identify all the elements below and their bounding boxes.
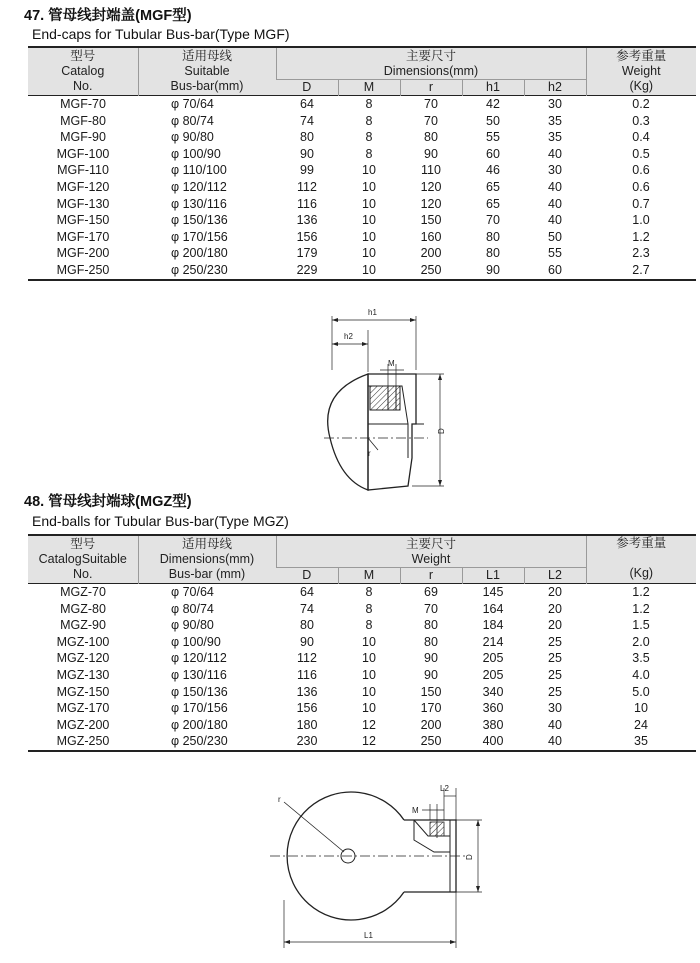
table-cell: 25 [548,684,562,699]
table-cell: 120 [420,196,442,211]
table-cell: 25 [548,651,562,666]
table-cell: 10 [362,179,376,194]
table-cell: 400 [462,733,524,751]
table-cell: 35 [548,130,562,145]
table-cell: 40 [548,213,562,228]
table-cell: 184 [482,618,504,633]
table-cell: φ 70/64 [138,96,276,113]
table-cell: 74 [300,601,314,616]
table-cell: 30 [524,96,586,113]
table-row [28,196,696,213]
table-cell: 380 [482,717,504,732]
table-cell: 0.7 [632,196,650,211]
mgz-label-l2: L2 [440,784,449,793]
weight-header: 参考重量 Weight (Kg) [586,47,696,96]
table-cell: 164 [482,601,504,616]
table-cell: 25 [548,634,562,649]
mgf-label-h1: h1 [368,308,377,317]
table-cell: 90 [462,262,524,280]
table-cell: 10 [362,196,376,211]
table-cell: 0.4 [632,130,650,145]
table-cell: 40 [548,717,562,732]
table-cell: φ 120/112 [171,651,227,666]
table-cell: MGZ-80 [60,601,106,616]
table-cell: 250 [400,262,462,280]
table-cell: 40 [548,179,562,194]
table-cell: 90 [300,146,314,161]
table-row [28,179,696,196]
table-cell: 10 [338,262,400,280]
table-cell: 70 [486,213,500,228]
table-cell: MGF-100 [56,146,110,161]
table-cell: 1.2 [586,584,696,601]
table-cell: 30 [548,701,562,716]
table-cell: 0.5 [632,146,650,161]
table-cell: 24 [634,717,648,732]
table-cell: 8 [365,130,373,145]
table-cell: 200 [420,717,442,732]
mgz-section-subtitle: End-balls for Tubular Bus-bar(Type MGZ) [32,513,289,529]
table-cell: 10 [362,701,376,716]
table-cell: 65 [486,196,500,211]
table-cell: 50 [486,113,500,128]
table-row [28,96,696,113]
mgf-label-r: r [368,449,371,458]
table-cell: 64 [276,96,338,113]
catalog-header: 型号 CatalogSuitable No. [28,535,138,584]
table-cell: 8 [338,96,400,113]
table-cell: 90 [424,651,438,666]
table-cell: 20 [548,601,562,616]
table-cell: 145 [462,584,524,601]
table-cell: 156 [296,229,318,244]
table-cell: 42 [462,96,524,113]
table-cell: 90 [424,146,438,161]
table-cell: 25 [548,667,562,682]
table-cell: 340 [482,684,504,699]
table-cell: 112 [297,179,317,194]
table-cell: φ 150/136 [171,684,228,699]
table-cell: φ 100/90 [171,634,221,649]
mgz-label-m: M [412,806,419,815]
table-cell: φ 130/116 [171,667,227,682]
table-cell: φ 170/156 [171,701,228,716]
table-cell: 30 [548,163,562,178]
table-cell: 70 [400,96,462,113]
table-cell: 150 [420,213,442,228]
table-cell: MGF-170 [56,229,110,244]
table-cell: 110 [421,163,441,178]
table-row [28,634,696,651]
table-cell: φ 170/156 [171,229,228,244]
table-cell: MGF-80 [60,113,106,128]
mgf-spec-table [28,46,696,281]
table-cell: 40 [524,733,586,751]
table-cell: φ 150/136 [171,213,228,228]
catalog-header: 型号 Catalog No. [28,47,138,96]
table-cell: MGZ-250 [28,733,138,751]
table-cell: 35 [586,733,696,751]
table-cell: 80 [424,634,438,649]
table-cell: 10 [362,634,376,649]
table-cell: φ 90/80 [171,618,214,633]
table-cell: 12 [338,733,400,751]
table-cell: 116 [297,667,317,682]
table-cell: 120 [420,179,442,194]
table-cell: 3.5 [632,651,650,666]
table-cell: 74 [300,113,314,128]
table-row [28,717,696,734]
table-cell: 8 [365,113,373,128]
col-header-m: M [338,568,400,584]
table-cell: MGF-70 [28,96,138,113]
table-cell: 90 [300,634,314,649]
table-cell: 250 [400,733,462,751]
table-cell: 229 [276,262,338,280]
table-cell: 10 [362,246,376,261]
table-cell: 2.7 [586,262,696,280]
table-cell: 69 [400,584,462,601]
table-cell: 10 [362,213,376,228]
table-cell: 150 [420,684,442,699]
table-cell: 156 [296,701,318,716]
col-header-h2: h2 [524,80,586,96]
table-cell: 200 [420,246,442,261]
table-cell: 12 [362,717,376,732]
col-header-l1: L1 [462,568,524,584]
mgz-label-l1: L1 [364,931,373,940]
table-cell: 40 [548,146,562,161]
table-cell: 112 [297,651,317,666]
table-cell: 80 [424,618,438,633]
table-cell: 64 [276,584,338,601]
table-row [28,700,696,717]
table-cell: MGZ-170 [56,701,110,716]
table-cell: φ 120/112 [171,179,227,194]
table-cell: 50 [548,229,562,244]
table-cell: MGF-120 [56,179,110,194]
table-cell: 90 [424,667,438,682]
table-cell: 70 [424,113,438,128]
table-row [28,684,696,701]
table-cell: MGZ-70 [28,584,138,601]
table-cell: 136 [296,213,318,228]
mgz-label-d: D [465,854,474,860]
table-cell: 1.0 [632,213,650,228]
col-header-m: M [338,80,400,96]
table-cell: 1.2 [632,229,650,244]
table-cell: 160 [420,229,442,244]
dimensions-header: 主要尺寸 Weight [276,535,586,568]
table-cell: 2.3 [632,246,650,261]
table-cell: φ 80/74 [171,601,214,616]
table-cell: 80 [486,229,500,244]
table-cell: 10 [362,229,376,244]
table-cell: 80 [300,618,314,633]
table-cell: MGZ-100 [56,634,110,649]
table-cell: 205 [482,667,504,682]
table-row [28,733,696,751]
table-row [28,601,696,618]
table-cell: 8 [338,584,400,601]
mgf-label-m: M [388,359,395,368]
table-cell: 70 [424,601,438,616]
col-header-d: D [276,568,338,584]
table-cell: MGZ-120 [56,651,110,666]
table-cell: 0.3 [632,113,650,128]
table-cell: 0.6 [632,163,650,178]
table-row [28,229,696,246]
table-cell: 55 [486,130,500,145]
table-cell: MGF-200 [56,246,110,261]
table-row [28,262,696,280]
table-cell: φ 250/230 [138,262,276,280]
table-cell: φ 80/74 [171,113,214,128]
table-cell: MGF-130 [56,196,110,211]
table-row [28,617,696,634]
mgz-spec-table [28,534,696,752]
table-cell: 55 [548,246,562,261]
table-cell: φ 70/64 [138,584,276,601]
table-cell: φ 100/90 [171,146,221,161]
table-cell: 80 [300,130,314,145]
table-row [28,113,696,130]
table-cell: 214 [482,634,504,649]
table-cell: 20 [524,584,586,601]
table-cell: 60 [524,262,586,280]
table-cell: MGZ-150 [56,684,110,699]
table-cell: 0.6 [632,179,650,194]
table-cell: 1.2 [632,601,650,616]
table-cell: φ 200/180 [171,717,228,732]
table-cell: 8 [365,146,373,161]
col-header-r: r [400,80,462,96]
table-cell: 20 [548,618,562,633]
table-cell: 8 [365,618,373,633]
mgz-section-title: 48. 管母线封端球(MGZ型) [24,494,192,510]
table-cell: 116 [297,196,317,211]
table-cell: 65 [486,179,500,194]
table-row [28,162,696,179]
table-cell: 10 [362,163,376,178]
table-cell: 10 [362,667,376,682]
mgf-label-h2: h2 [344,332,353,341]
mgf-section-title: 47. 管母线封端盖(MGF型) [24,8,192,24]
table-cell: 360 [482,701,504,716]
col-header-d: D [276,80,338,96]
table-cell: 1.5 [632,618,650,633]
table-cell: φ 250/230 [138,733,276,751]
col-header-r: r [400,568,462,584]
table-row [28,667,696,684]
table-cell: 10 [362,651,376,666]
table-cell: 205 [482,651,504,666]
table-cell: 230 [276,733,338,751]
table-cell: 5.0 [632,684,650,699]
table-row [28,129,696,146]
busbar-header: 适用母线 Suitable Bus-bar(mm) [138,47,276,96]
table-cell: MGF-90 [60,130,106,145]
table-cell: MGZ-200 [56,717,110,732]
mgf-endcap-drawing [316,300,516,500]
table-cell: φ 130/116 [171,196,227,211]
table-cell: φ 110/100 [171,163,227,178]
table-cell: 179 [296,246,318,261]
table-cell: φ 90/80 [171,130,214,145]
table-cell: 0.2 [586,96,696,113]
weight-header: 参考重量 (Kg) [586,535,696,584]
table-cell: 99 [300,163,314,178]
table-row [28,212,696,229]
table-row [28,650,696,667]
table-cell: MGF-110 [57,163,109,178]
table-cell: 80 [486,246,500,261]
table-row [28,146,696,163]
dimensions-header: 主要尺寸 Dimensions(mm) [276,47,586,80]
table-row [28,245,696,262]
table-cell: 170 [420,701,442,716]
table-row [28,584,696,601]
mgf-section-subtitle: End-caps for Tubular Bus-bar(Type MGF) [32,26,290,42]
mgf-label-d: D [437,428,446,434]
table-cell: 4.0 [632,667,650,682]
table-cell: 8 [365,601,373,616]
table-cell: 136 [296,684,318,699]
table-cell: MGZ-130 [56,667,110,682]
table-cell: 10 [634,701,648,716]
table-cell: MGF-250 [28,262,138,280]
mgz-label-r: r [278,795,281,804]
table-cell: 60 [486,146,500,161]
busbar-header: 适用母线 Dimensions(mm) Bus-bar (mm) [138,535,276,584]
table-cell: 35 [548,113,562,128]
table-cell: MGZ-90 [60,618,106,633]
mgz-endball-drawing [264,780,514,960]
table-cell: 2.0 [632,634,650,649]
table-cell: 46 [486,163,500,178]
col-header-h1: h1 [462,80,524,96]
table-cell: φ 200/180 [171,246,228,261]
table-cell: 10 [362,684,376,699]
table-cell: 80 [424,130,438,145]
col-header-l2: L2 [524,568,586,584]
table-cell: 40 [548,196,562,211]
table-cell: MGF-150 [56,213,110,228]
table-cell: 180 [296,717,318,732]
